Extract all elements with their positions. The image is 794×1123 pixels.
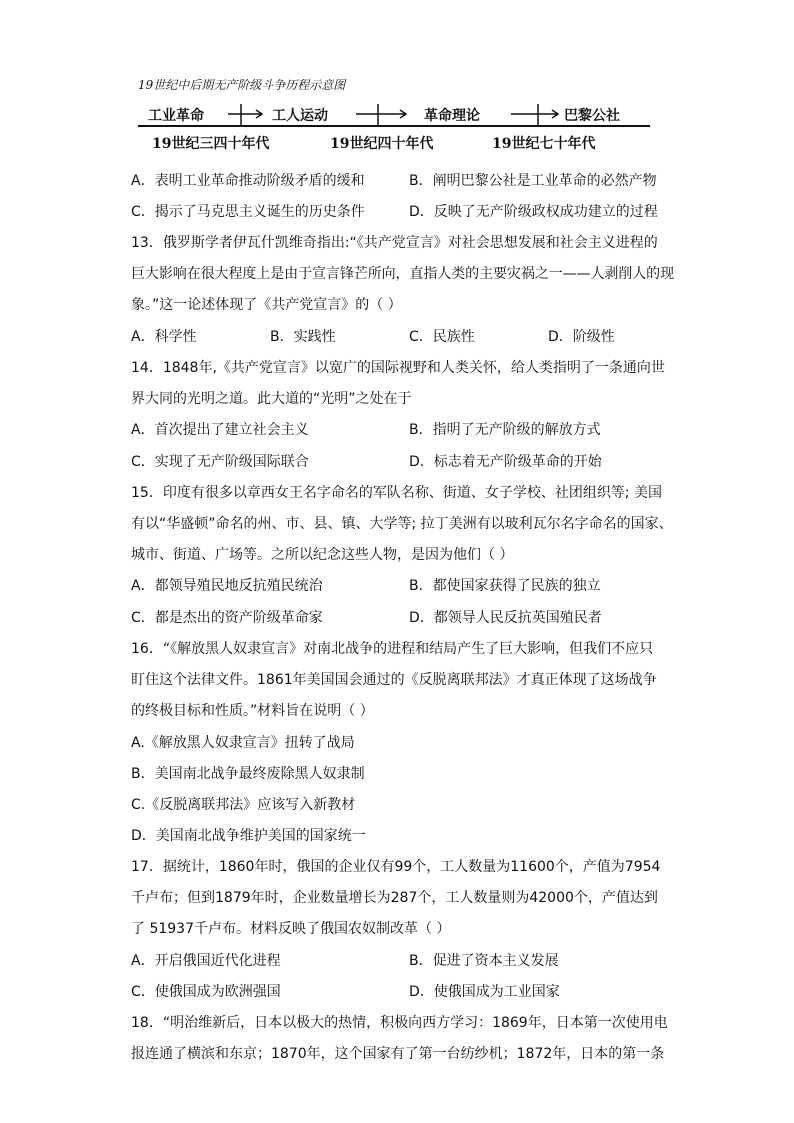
q16-option-d: D．美国南北战争维护美国的国家统一 bbox=[131, 828, 366, 844]
q17-option-a: A．开启俄国近代化进程 bbox=[131, 953, 281, 969]
q17-option-d: D．使俄国成为工业国家 bbox=[409, 984, 560, 1000]
q15-line-1: 15．印度有很多以章西女王名字命名的军队名称、街道、女子学校、社团组织等; 美国 bbox=[131, 485, 662, 501]
stage-workers-movement: 工人运动 bbox=[272, 108, 328, 124]
q12-option-c: C．揭示了马克思主义诞生的历史条件 bbox=[131, 204, 365, 220]
diagram-title: 19世纪中后期无产阶级斗争历程示意图 bbox=[138, 78, 346, 92]
q15-line-2: 有以“华盛顿”命名的州、市、县、镇、大学等; 拉丁美洲有以玻利瓦尔名字命名的国家、 bbox=[131, 516, 673, 532]
q12-option-a: A．表明工业革命推动阶级矛盾的缓和 bbox=[131, 173, 365, 189]
q14-option-a: A．首次提出了建立社会主义 bbox=[131, 422, 309, 438]
q13-option-b: B．实践性 bbox=[270, 329, 336, 345]
q12-option-d: D．反映了无产阶级政权成功建立的过程 bbox=[409, 204, 658, 220]
q13-line-1: 13．俄罗斯学者伊瓦什凯维奇指出:“《共产党宣言》对社会思想发展和社会主义进程的 bbox=[131, 235, 658, 251]
q13-option-d: D．阶级性 bbox=[548, 329, 615, 345]
q18-line-1: 18．“明治维新后，日本以极大的热情，积极向西方学习：1869年，日本第一次使用电 bbox=[131, 1015, 668, 1031]
q16-line-3: 的终极目标和性质。”材料旨在说明（ ） bbox=[131, 703, 374, 719]
q13-option-c: C．民族性 bbox=[409, 329, 475, 345]
q15-line-3: 城市、街道、广场等。之所以纪念这些人物，是因为他们（ ） bbox=[131, 547, 514, 563]
q14-option-c: C．实现了无产阶级国际联合 bbox=[131, 454, 309, 470]
q13-line-3: 象。”这一论述体现了《共产党宣言》的（ ） bbox=[131, 297, 402, 313]
struggle-timeline-diagram bbox=[138, 76, 650, 156]
q18-line-2: 报连通了横滨和东京；1870年，这个国家有了第一台纺纱机；1872年，日本的第一条 bbox=[131, 1046, 665, 1062]
q16-line-1: 16．“《解放黑人奴隶宣言》对南北战争的进程和结局产生了巨大影响，但我们不应只 bbox=[131, 641, 654, 657]
q17-option-c: C．使俄国成为欧洲强国 bbox=[131, 984, 281, 1000]
q12-option-b: B．阐明巴黎公社是工业革命的必然产物 bbox=[409, 173, 657, 189]
q16-option-b: B．美国南北战争最终废除黑人奴隶制 bbox=[131, 766, 365, 782]
q15-option-b: B．都使国家获得了民族的独立 bbox=[409, 578, 601, 594]
period-1830s-1840s: 19世纪三四十年代 bbox=[152, 136, 270, 152]
q14-option-b: B．指明了无产阶级的解放方式 bbox=[409, 422, 601, 438]
q14-line-2: 界大同的光明之道。此大道的“光明”之处在于 bbox=[131, 391, 412, 407]
q15-option-c: C．都是杰出的资产阶级革命家 bbox=[131, 610, 323, 626]
stage-revolutionary-theory: 革命理论 bbox=[424, 108, 480, 124]
q17-line-1: 17．据统计，1860年时，俄国的企业仅有99个，工人数量为11600个，产值为7954 bbox=[131, 859, 661, 875]
q16-line-2: 盯住这个法律文件。1861年美国国会通过的《反脱离联邦法》才真正体现了这场战争 bbox=[131, 672, 657, 688]
stage-paris-commune: 巴黎公社 bbox=[564, 108, 620, 124]
period-1870s: 19世纪七十年代 bbox=[492, 136, 596, 152]
q13-line-2: 巨大影响在很大程度上是由于宣言锋芒所向，直指人类的主要灾祸之一——人剥削人的现 bbox=[131, 266, 674, 282]
q17-line-3: 了 51937千卢布。材料反映了俄国农奴制改革（ ） bbox=[131, 921, 451, 937]
stage-industrial-revolution: 工业革命 bbox=[148, 108, 204, 124]
q16-option-c: C.《反脱离联邦法》应该写入新教材 bbox=[131, 797, 356, 813]
q13-option-a: A．科学性 bbox=[131, 329, 197, 345]
q17-line-2: 千卢布；但到1879年时，企业数量增长为287个，工人数量则为42000个，产值达到 bbox=[131, 890, 658, 906]
q15-option-a: A．都领导殖民地反抗殖民统治 bbox=[131, 578, 323, 594]
q17-option-b: B．促进了资本主义发展 bbox=[409, 953, 559, 969]
q14-line-1: 14．1848年,《共产党宣言》以宽广的国际视野和人类关怀，给人类指明了一条通向世 bbox=[131, 360, 665, 376]
q16-option-a: A.《解放黑人奴隶宣言》扭转了战局 bbox=[131, 735, 355, 751]
q15-option-d: D．都领导人民反抗英国殖民者 bbox=[409, 610, 602, 626]
period-1840s: 19世纪四十年代 bbox=[330, 136, 434, 152]
q14-option-d: D．标志着无产阶级革命的开始 bbox=[409, 454, 602, 470]
